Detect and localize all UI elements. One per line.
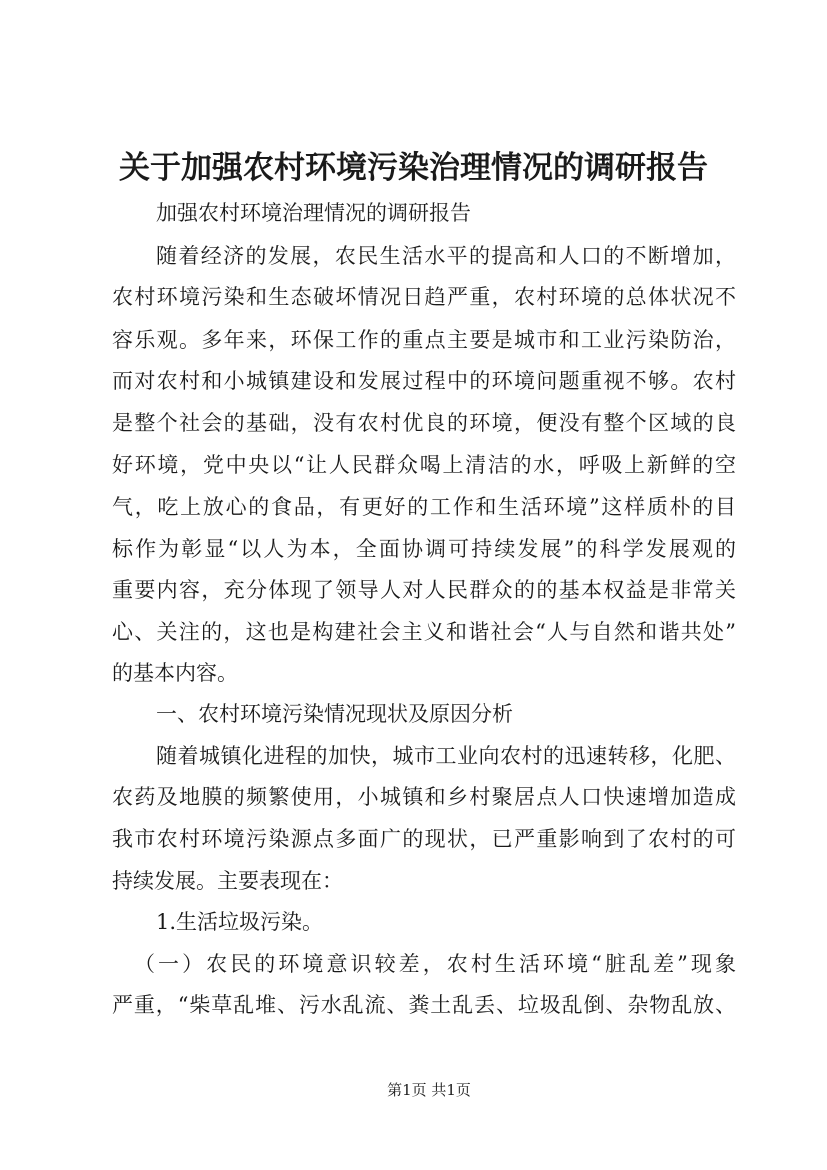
body-line: 心、关注的，这也是构建社会主义和谐社会“人与自然和谐共处” bbox=[112, 620, 736, 644]
section-heading: 一、农村环境污染情况现状及原因分析 bbox=[156, 702, 513, 726]
body-line: 农村环境污染和生态破坏情况日趋严重，农村环境的总体状况不 bbox=[112, 285, 736, 309]
document-title: 关于加强农村环境污染治理情况的调研报告 bbox=[119, 150, 708, 186]
body-line: 的基本内容。 bbox=[112, 661, 238, 685]
body-line: 农药及地膜的频繁使用，小城镇和乡村聚居点人口快速增加造成 bbox=[112, 785, 736, 809]
body-line: 持续发展。主要表现在： bbox=[112, 869, 343, 893]
body-line: 是整个社会的基础，没有农村优良的环境，便没有整个区域的良 bbox=[112, 411, 736, 435]
body-line: 气，吃上放心的食品，有更好的工作和生活环境”这样质朴的目 bbox=[112, 495, 736, 519]
page-footer: 第1页 共1页 bbox=[387, 1081, 471, 1099]
body-line: 随着城镇化进程的加快，城市工业向农村的迅速转移，化肥、 bbox=[156, 744, 736, 768]
body-line: 重要内容，充分体现了领导人对人民群众的的基本权益是非常关 bbox=[112, 578, 736, 602]
body-line: 好环境，党中央以“让人民群众喝上清洁的水，呼吸上新鲜的空 bbox=[112, 453, 736, 477]
subsection-heading: 1.生活垃圾污染。 bbox=[156, 910, 324, 934]
body-line: 严重，“柴草乱堆、污水乱流、粪土乱丢、垃圾乱倒、杂物乱放、 bbox=[112, 993, 736, 1017]
body-line: 我市农村环境污染源点多面广的现状，已严重影响到了农村的可 bbox=[112, 827, 736, 851]
body-line: 随着经济的发展，农民生活水平的提高和人口的不断增加， bbox=[156, 244, 736, 268]
body-line: 而对农村和小城镇建设和发展过程中的环境问题重视不够。农村 bbox=[112, 369, 736, 393]
body-line: 容乐观。多年来，环保工作的重点主要是城市和工业污染防治， bbox=[112, 328, 736, 352]
body-line: （一）农民的环境意识较差，农村生活环境“脏乱差”现象 bbox=[134, 952, 736, 976]
subtitle-line: 加强农村环境治理情况的调研报告 bbox=[156, 201, 471, 225]
body-line: 标作为彰显“以人为本，全面协调可持续发展”的科学发展观的 bbox=[112, 537, 736, 561]
